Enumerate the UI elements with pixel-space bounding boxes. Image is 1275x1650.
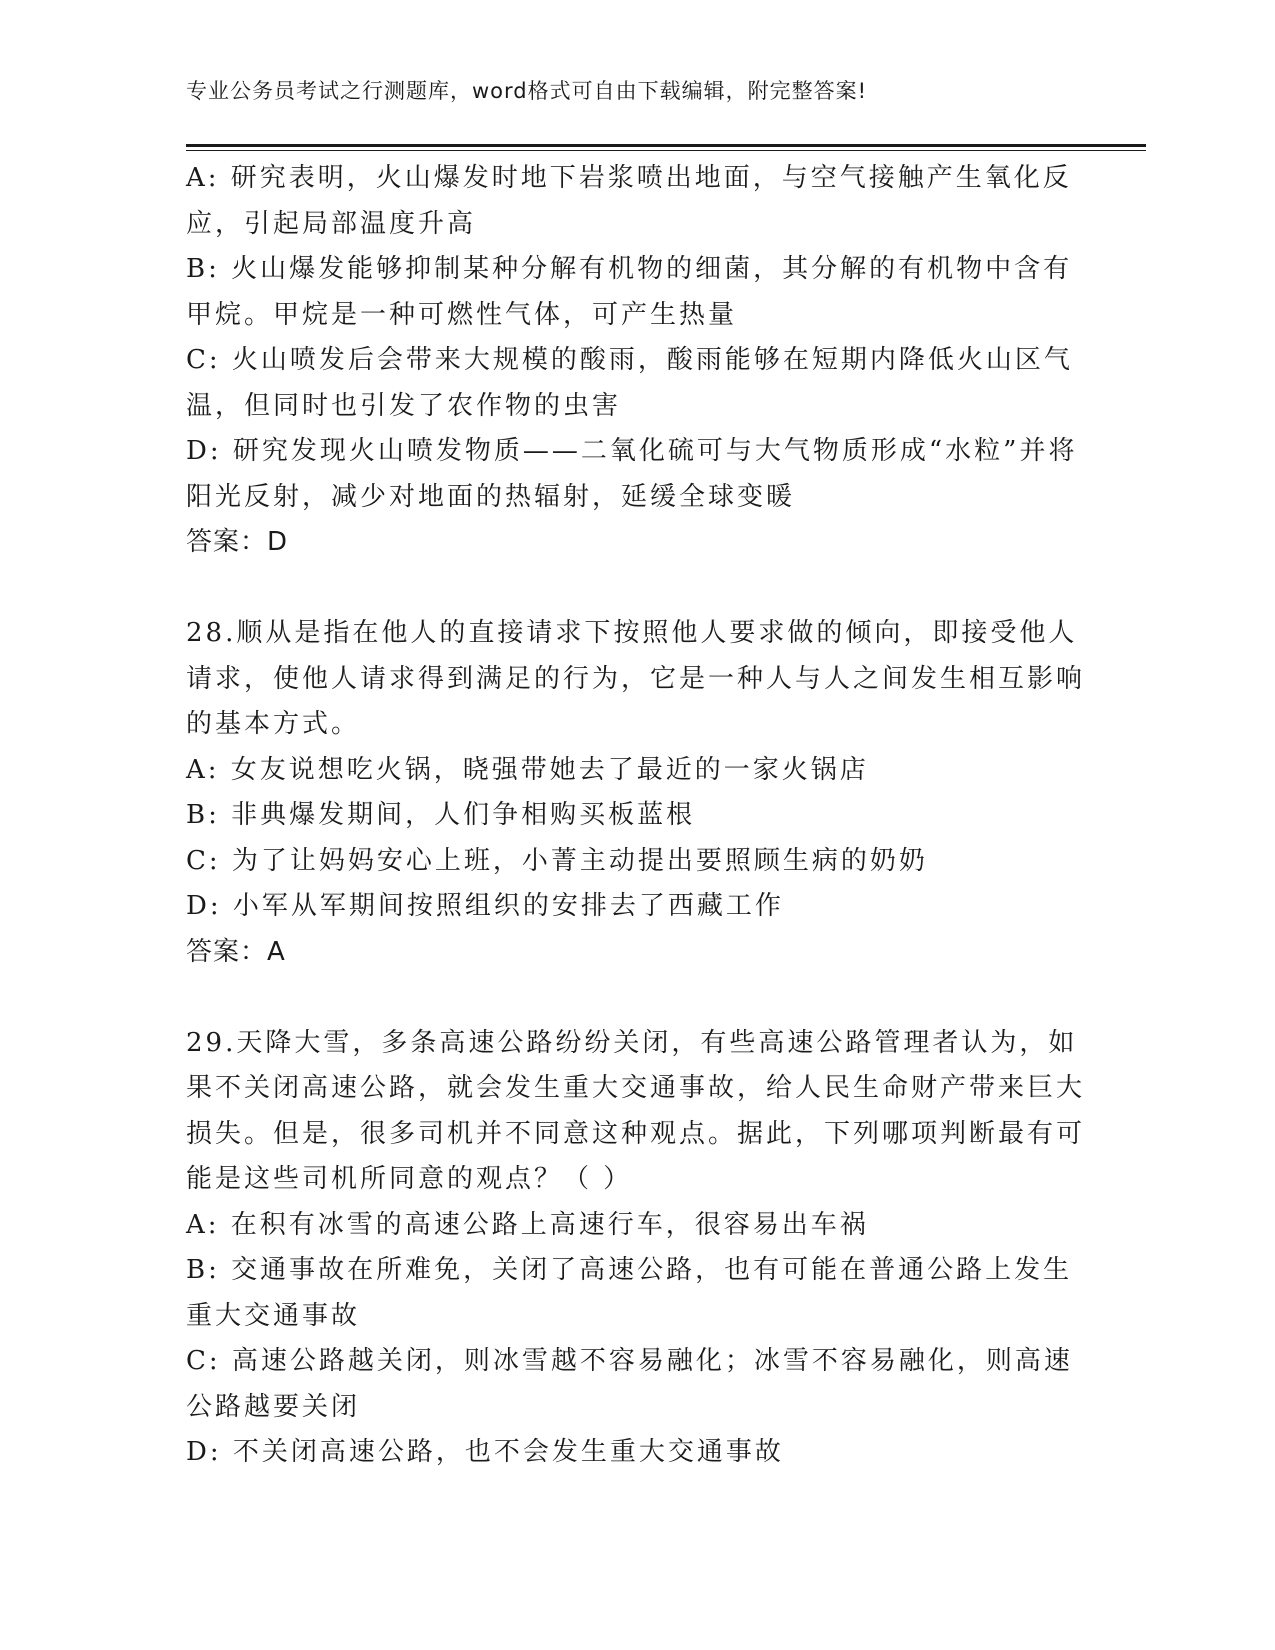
question-29 xyxy=(186,1021,1086,1476)
question-28 xyxy=(186,611,1086,975)
spacer xyxy=(186,566,1086,612)
q29-stem: 29.天降大雪，多条高速公路纷纷关闭，有些高速公路管理者认为，如果不关闭高速公路，就会发生重大交通事故，给人民生命财产带来巨大损失。但是，很多司机并不同意这种观点。据此，下列哪项判断最有可能是这些司机所同意的观点？（ ） xyxy=(186,1027,1086,1194)
q27-answer: 答案：D xyxy=(186,527,289,557)
q29-option-a: A: 在积有冰雪的高速公路上高速行车，很容易出车祸 xyxy=(186,1209,869,1240)
q29-option-c: C: 高速公路越关闭，则冰雪越不容易融化；冰雪不容易融化，则高速公路越要关闭 xyxy=(186,1346,1073,1422)
header-rule-thick xyxy=(186,144,1146,147)
q28-option-b: B: 非典爆发期间，人们争相购买板蓝根 xyxy=(186,800,696,830)
document-body xyxy=(186,156,1086,1476)
q28-answer: 答案：A xyxy=(186,936,286,967)
q28-option-a: A: 女友说想吃火锅，晓强带她去了最近的一家火锅店 xyxy=(186,754,869,785)
question-27 xyxy=(186,156,1086,566)
q27-option-a: A: 研究表明，火山爆发时地下岩浆喷出地面，与空气接触产生氧化反应，引起局部温度升高 xyxy=(186,163,1072,239)
header-rule-thin xyxy=(186,150,1146,151)
page-header: 专业公务员考试之行测题库，word格式可自由下载编辑，附完整答案! xyxy=(186,79,868,103)
spacer xyxy=(186,975,1086,1021)
q28-option-c: C: 为了让妈妈安心上班，小菁主动提出要照顾生病的奶奶 xyxy=(186,845,928,876)
q28-option-d: D: 小军从军期间按照组织的安排去了西藏工作 xyxy=(186,891,784,921)
q29-option-d: D: 不关闭高速公路，也不会发生重大交通事故 xyxy=(186,1437,784,1467)
q29-option-b: B: 交通事故在所难免，关闭了高速公路，也有可能在普通公路上发生重大交通事故 xyxy=(186,1255,1073,1331)
q28-stem: 28.顺从是指在他人的直接请求下按照他人要求做的倾向，即接受他人请求，使他人请求得到满足的行为，它是一种人与人之间发生相互影响的基本方式。 xyxy=(186,618,1086,739)
q27-option-d: D: 研究发现火山喷发物质——二氧化硫可与大气物质形成“水粒”并将阳光反射，减少对地面的热辐射，延缓全球变暖 xyxy=(186,436,1078,512)
q27-option-c: C: 火山喷发后会带来大规模的酸雨，酸雨能够在短期内降低火山区气温，但同时也引发了农作物的虫害 xyxy=(186,345,1073,421)
q27-option-b: B: 火山爆发能够抑制某种分解有机物的细菌，其分解的有机物中含有甲烷。甲烷是一种可燃性气体，可产生热量 xyxy=(186,254,1073,330)
